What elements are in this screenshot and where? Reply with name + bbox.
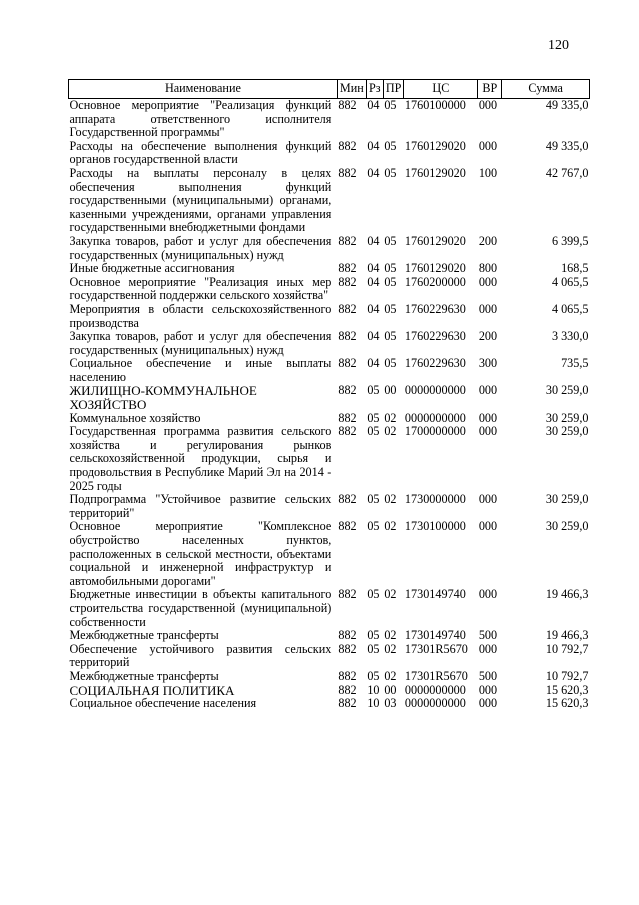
cell-name: Межбюджетные трансферты (69, 628, 219, 643)
table-row (69, 330, 590, 357)
cell-pr: 00 (384, 383, 397, 398)
cell-cs: 0000000000 (404, 696, 466, 711)
table-row (69, 357, 590, 384)
cell-sum: 3 330,0 (551, 329, 589, 344)
cell-min: 882 (338, 519, 357, 534)
cell-sum: 42 767,0 (545, 165, 589, 180)
cell-pr: 05 (384, 274, 397, 289)
cell-cs: 0000000000 (404, 383, 466, 398)
cell-min: 882 (338, 138, 357, 153)
cell-rz: 05 (367, 424, 380, 439)
table-row (69, 303, 590, 330)
cell-min: 882 (338, 301, 357, 316)
cell-min: 882 (338, 668, 357, 683)
cell-rz: 04 (367, 233, 380, 248)
cell-rz: 05 (367, 668, 380, 683)
cell-pr: 05 (384, 233, 397, 248)
cell-sum: 30 259,0 (545, 492, 589, 507)
cell-cs: 1760100000 (404, 98, 466, 112)
column-header-rz: Рз (366, 80, 383, 99)
cell-sum: 15 620,3 (545, 682, 589, 697)
cell-name: Расходы на обеспечение выполнения функций органов государственной власти (69, 138, 332, 167)
cell-cs: 0000000000 (404, 410, 466, 425)
cell-min: 882 (338, 696, 357, 711)
cell-cs: 1760129020 (404, 138, 466, 153)
cell-vr: 000 (478, 696, 498, 711)
cell-min: 882 (338, 410, 357, 425)
cell-rz: 04 (367, 301, 380, 316)
cell-name: Межбюджетные трансферты (69, 668, 219, 683)
column-header-pr: ПР (383, 80, 404, 99)
cell-sum: 19 466,3 (545, 628, 589, 643)
cell-min: 882 (338, 383, 357, 398)
cell-min: 882 (338, 233, 357, 248)
cell-pr: 00 (384, 682, 397, 697)
table-row (69, 235, 590, 262)
table-header (69, 80, 590, 99)
table-row (69, 167, 590, 235)
column-header-vr: ВР (478, 80, 502, 99)
column-header-min: Мин (337, 80, 366, 99)
section-row (69, 384, 590, 411)
cell-pr: 02 (384, 424, 397, 439)
cell-sum: 4 065,5 (551, 274, 589, 289)
cell-cs: 1700000000 (404, 424, 466, 439)
cell-vr: 000 (478, 587, 498, 602)
table-row (69, 99, 590, 140)
page-number: 120 (548, 38, 569, 53)
cell-sum: 15 620,3 (545, 696, 589, 711)
cell-pr: 03 (384, 696, 397, 711)
cell-vr: 000 (478, 383, 498, 398)
budget-table (68, 79, 590, 711)
cell-rz: 10 (367, 696, 380, 711)
cell-vr: 000 (478, 682, 498, 697)
cell-pr: 02 (384, 641, 397, 656)
cell-name: Коммунальное хозяйство (69, 410, 201, 425)
cell-name: Основное мероприятие "Реализация иных мер государственной поддержки сельского хозяйства" (69, 274, 332, 303)
cell-cs: 1760229630 (404, 301, 466, 316)
cell-pr: 05 (384, 356, 397, 371)
cell-min: 882 (338, 424, 357, 439)
cell-min: 882 (338, 165, 357, 180)
cell-min: 882 (338, 329, 357, 344)
cell-min: 882 (338, 492, 357, 507)
cell-rz: 05 (367, 519, 380, 534)
cell-min: 882 (338, 98, 357, 112)
cell-vr: 000 (478, 138, 498, 153)
cell-rz: 05 (367, 492, 380, 507)
table-row (69, 670, 590, 684)
cell-rz: 04 (367, 329, 380, 344)
cell-sum: 6 399,5 (551, 233, 589, 248)
cell-pr: 05 (384, 301, 397, 316)
table-row (69, 493, 590, 520)
cell-cs: 1730000000 (404, 492, 466, 507)
cell-vr: 000 (478, 98, 498, 112)
cell-sum: 49 335,0 (545, 98, 589, 112)
cell-name: Обеспечение устойчивого развития сельских территорий (69, 641, 332, 670)
cell-pr: 05 (384, 138, 397, 153)
cell-name: Иные бюджетные ассигнования (69, 261, 235, 276)
cell-rz: 04 (367, 356, 380, 371)
cell-name: СОЦИАЛЬНАЯ ПОЛИТИКА (69, 682, 235, 698)
cell-pr: 02 (384, 668, 397, 683)
cell-name: ЖИЛИЩНО-КОММУНАЛЬНОЕ ХОЗЯЙСТВО (69, 383, 257, 413)
cell-rz: 05 (367, 383, 380, 398)
cell-cs: 1760129020 (404, 261, 466, 276)
cell-sum: 168,5 (561, 261, 589, 276)
cell-rz: 04 (367, 165, 380, 180)
cell-rz: 10 (367, 682, 380, 697)
cell-cs: 1760229630 (404, 356, 466, 371)
cell-cs: 1730149740 (404, 628, 466, 643)
table-row (69, 425, 590, 493)
cell-vr: 800 (478, 261, 498, 276)
cell-rz: 04 (367, 98, 380, 112)
cell-vr: 000 (478, 424, 498, 439)
cell-name: Мероприятия в области сельскохозяйственного производства (69, 301, 332, 330)
cell-sum: 30 259,0 (545, 383, 589, 398)
cell-cs: 17301R5670 (404, 668, 468, 683)
cell-name: Бюджетные инвестиции в объекты капитального строительства государственной (муниципальной) собственности (69, 587, 332, 629)
cell-name: Подпрограмма "Устойчивое развитие сельских территорий" (69, 492, 332, 520)
cell-name: Социальное обеспечение населения (69, 696, 257, 711)
cell-min: 882 (338, 261, 357, 276)
table-row (69, 588, 590, 629)
cell-vr: 000 (478, 410, 498, 425)
cell-vr: 000 (478, 301, 498, 316)
cell-vr: 200 (478, 233, 498, 248)
cell-sum: 49 335,0 (545, 138, 589, 153)
column-header-sum: Сумма (502, 80, 590, 99)
table-row (69, 643, 590, 670)
cell-vr: 100 (478, 165, 498, 180)
cell-rz: 04 (367, 138, 380, 153)
cell-rz: 05 (367, 410, 380, 425)
cell-name: Основное мероприятие "Комплексное обустройство населенных пунктов, расположенных в сельской местности, объектами социальной и инженерной инфраструктур и автомобильными дорогами" (69, 519, 332, 588)
cell-vr: 500 (478, 628, 498, 643)
cell-vr: 500 (478, 668, 498, 683)
section-row (69, 684, 590, 698)
table-row (69, 140, 590, 167)
table-row (69, 629, 590, 643)
cell-cs: 1760129020 (404, 233, 466, 248)
cell-name: Основное мероприятие "Реализация функций аппарата ответственного исполнителя Государственной программы" (69, 98, 332, 140)
cell-rz: 05 (367, 628, 380, 643)
cell-sum: 19 466,3 (545, 587, 589, 602)
cell-cs: 17301R5670 (404, 641, 468, 656)
cell-rz: 05 (367, 587, 380, 602)
cell-min: 882 (338, 356, 357, 371)
table-row (69, 412, 590, 426)
cell-sum: 30 259,0 (545, 424, 589, 439)
cell-pr: 05 (384, 329, 397, 344)
cell-sum: 10 792,7 (545, 668, 589, 683)
cell-pr: 02 (384, 410, 397, 425)
cell-vr: 000 (478, 519, 498, 534)
cell-pr: 02 (384, 628, 397, 643)
cell-min: 882 (338, 641, 357, 656)
cell-min: 882 (338, 628, 357, 643)
cell-pr: 02 (384, 519, 397, 534)
table-row (69, 262, 590, 276)
cell-sum: 735,5 (561, 356, 589, 371)
cell-name: Социальное обеспечение и иные выплаты населению (69, 356, 332, 384)
cell-name: Расходы на выплаты персоналу в целях обеспечения выполнения функций государственными (муниципальными) органами, казенными учреждениями, органами управления государственными внебюджетными фондами (69, 165, 332, 235)
column-header-cs: ЦС (404, 80, 478, 99)
table-row (69, 697, 590, 711)
cell-min: 882 (338, 682, 357, 697)
cell-sum: 30 259,0 (545, 519, 589, 534)
cell-rz: 04 (367, 261, 380, 276)
cell-min: 882 (338, 274, 357, 289)
cell-vr: 000 (478, 492, 498, 507)
cell-vr: 000 (478, 274, 498, 289)
cell-sum: 10 792,7 (545, 641, 589, 656)
cell-cs: 1760229630 (404, 329, 466, 344)
cell-rz: 05 (367, 641, 380, 656)
cell-pr: 02 (384, 587, 397, 602)
table-row (69, 520, 590, 588)
cell-name: Государственная программа развития сельского хозяйства и регулирования рынков сельскохозяйственной продукции, сырья и продовольствия в Республике Марий Эл на 2014 - 2025 годы (69, 424, 332, 493)
cell-cs: 0000000000 (404, 682, 466, 697)
cell-vr: 000 (478, 641, 498, 656)
cell-cs: 1730100000 (404, 519, 466, 534)
cell-cs: 1730149740 (404, 587, 466, 602)
cell-cs: 1760200000 (404, 274, 466, 289)
table-body (69, 99, 590, 711)
cell-sum: 30 259,0 (545, 410, 589, 425)
cell-sum: 4 065,5 (551, 301, 589, 316)
cell-pr: 05 (384, 165, 397, 180)
cell-vr: 200 (478, 329, 498, 344)
cell-pr: 05 (384, 98, 397, 112)
cell-pr: 05 (384, 261, 397, 276)
cell-rz: 04 (367, 274, 380, 289)
cell-name: Закупка товаров, работ и услуг для обеспечения государственных (муниципальных) нужд (69, 233, 332, 262)
cell-pr: 02 (384, 492, 397, 507)
cell-vr: 300 (478, 356, 498, 371)
cell-name: Закупка товаров, работ и услуг для обеспечения государственных (муниципальных) нужд (69, 329, 332, 357)
table-row (69, 276, 590, 303)
column-header-name: Наименование (69, 80, 338, 99)
cell-min: 882 (338, 587, 357, 602)
cell-cs: 1760129020 (404, 165, 466, 180)
